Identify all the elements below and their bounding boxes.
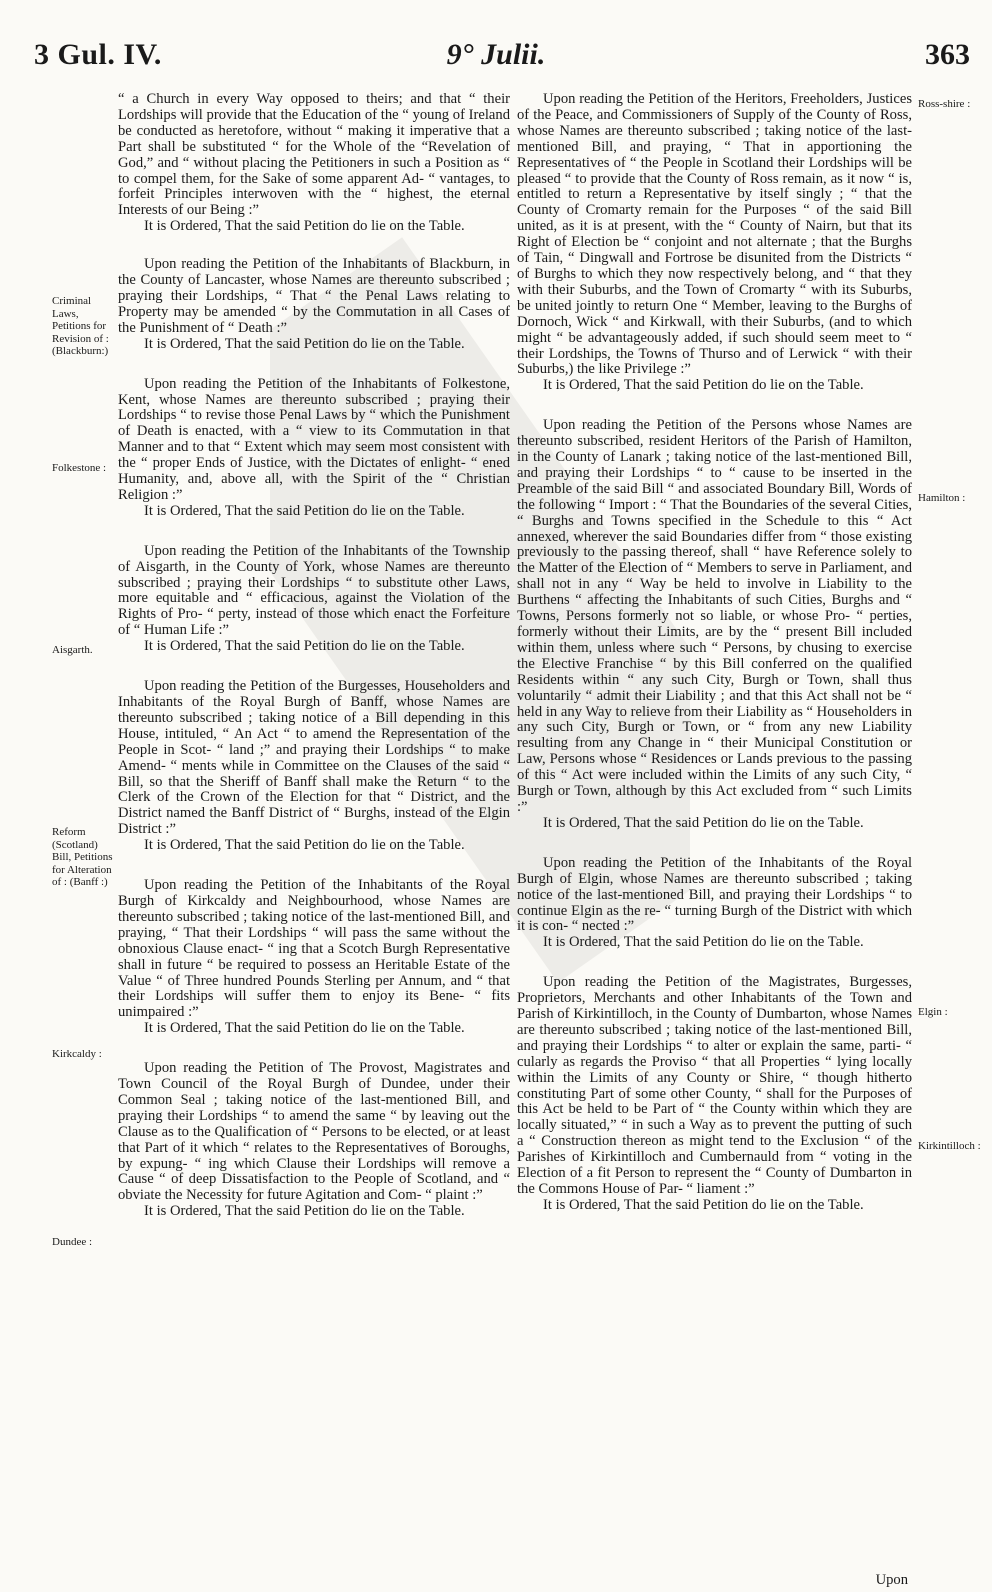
margin-note-folkestone: Folkestone :: [52, 462, 107, 474]
entry-elgin: [517, 856, 912, 951]
entry-aisgarth: [118, 544, 510, 655]
entry-dundee: [118, 1061, 510, 1220]
entry-text: Upon reading the Petition of the Inhabitants of the Township of Aisgarth, in the County of York, whose Names are thereunto subscribed ; praying their Lordships “ to substitute other Laws, more equitable and “ efficacious, against the Violation of the Rights of Pro- “ perty, instead of those which enact the Forfeiture of “ Human Life :”: [118, 542, 510, 639]
entry-ordered: It is Ordered, That the said Petition do lie on the Table.: [144, 335, 465, 352]
entry-ross-shire: [517, 92, 912, 394]
date-heading: 9° Julii.: [446, 38, 546, 71]
entry-ordered: It is Ordered, That the said Petition do lie on the Table.: [144, 1020, 465, 1037]
left-column: [118, 92, 510, 1244]
margin-note-elgin: Elgin :: [918, 1006, 948, 1018]
entry-folkestone: [118, 377, 510, 520]
entry-text: “ a Church in every Way opposed to theirs; and that “ their Lordships will provide that the Education of the “ young of Ireland be conducted as heretofore, without “ making it imperative that a Part shall be substituted “ for the Whole of the “Revelation of God,” and “ without placing the Petitioners in such a Position as “ to compel them, for the Sake of some apparent Ad- “ vantages, to forfeit Principles interwoven with the “ highest, the eternal Interests of our Being :”: [118, 91, 510, 219]
entry-blackburn: [118, 257, 510, 352]
entry-text: Upon reading the Petition of the Inhabitants of Folkestone, Kent, whose Names are thereunto subscribed ; praying their Lordships “ to revise those Penal Laws by “ which the Punishment of Death is enacted, with a “ view to its Commutation in that Manner and to that “ Extent which may seem most consistent with the “ proper Ends of Justice, with the Dictates of enlight- “ ened Humanity, and, above all, with the Spirit of the “ Christian Religion :”: [118, 375, 510, 503]
entry-text: Upon reading the Petition of the Inhabitants of the Royal Burgh of Elgin, whose Names are thereunto subscribed ; taking notice of the last-mentioned Bill, and praying their Lordships “ to continue Elgin as the re- “ turning Burgh of the District with which it is con- “ nected :”: [517, 854, 912, 935]
entry-banff: [118, 679, 510, 854]
margin-note-kirkcaldy: Kirkcaldy :: [52, 1048, 102, 1060]
entry-ordered: It is Ordered, That the said Petition do lie on the Table.: [543, 377, 864, 394]
catchword: Upon: [875, 1572, 908, 1588]
entry-ordered: It is Ordered, That the said Petition do lie on the Table.: [543, 1196, 864, 1213]
entry-ordered: It is Ordered, That the said Petition do lie on the Table.: [144, 837, 465, 854]
entry-text: Upon reading the Petition of the Burgesses, Householders and Inhabitants of the Royal Burgh of Banff, whose Names are thereunto subscribed ; taking notice of a Bill depending in this House, intituled, “ An Act “ to amend the Representation of the People in Scot- “ land ;” and praying their Lordships “ to make Amend- “ ments while in Committee on the Clauses of the said “ Bill, so that the Sheriff of Banff shall make the Return “ to the Clerk of the Crown of the Election for that “ District, and the District named the Banff District of “ Burghs, instead of the Elgin District :”: [118, 678, 510, 838]
entry-text: Upon reading the Petition of the Inhabitants of Blackburn, in the County of Lancaster, whose Names are thereunto subscribed ; praying their Lordships, “ That “ the Penal Laws relating to Property may be amended “ by the Commutation in all Cases of the Punishment of “ Death :”: [118, 256, 510, 336]
entry-ireland-education: [118, 92, 510, 235]
entry-text: Upon reading the Petition of the Inhabitants of the Royal Burgh of Kirkcaldy and Neighbourhood, whose Names are thereunto subscribed ; taking notice of the last-mentioned Bill, and praying, “ That their Lordships “ will pass the same without the obnoxious Clause enact- “ ing that a Scotch Burgh Representative shall in future “ be required to possess an Heritable Estate of the Value “ of Three hundred Pounds Sterling per Annum, and “ that their Lordships will suffer them to enjoy its Bene- “ fits unimpaired :”: [118, 877, 510, 1021]
session-heading: 3 Gul. IV.: [34, 38, 162, 71]
entry-text: Upon reading the Petition of the Magistrates, Burgesses, Proprietors, Merchants and other Inhabitants of the Town and Parish of Kirkintilloch, in the County of Dumbarton, whose Names are thereunto subscribed ; taking notice of the last-mentioned Bill, and praying their Lordships “ to alter or explain the same, parti- “ cularly as regards the Proviso “ that all Properties “ lying locally within the Limits of any County or Shire, “ though hitherto constituting Part of some other County, “ shall for the Purposes of this Act be held to be Part of “ the County within which they are locally situated,” “ in such a Way as to prevent the putting of such a “ Construction thereon as might tend to the Exclusion “ of the Parishes of Kirkintilloch and Cumbernauld from “ voting in the Election of a fit Person to represent the “ County of Dumbarton in the Commons House of Par- “ liament :”: [517, 974, 912, 1197]
margin-note-dundee: Dundee :: [52, 1236, 93, 1248]
entry-hamilton: [517, 418, 912, 832]
margin-note-aisgarth: Aisgarth.: [52, 644, 93, 656]
page-header: [0, 0, 992, 70]
entry-text: Upon reading the Petition of The Provost, Magistrates and Town Council of the Royal Burgh of Dundee, under their Common Seal ; taking notice of the last-mentioned Bill, and praying their Lordships “ to amend the same “ by leaving out the Clause as to the Qualification of “ Persons to be elected, or at least that Part of it which “ relates to the Representatives of Boroughs, by expung- “ ing which Clause their Lordships will remove a Cause “ of deep Dissatisfaction to the People of Scotland, and “ obviate the Necessity for future Agitation and Com- “ plaint :”: [118, 1060, 510, 1204]
margin-note-hamilton: Hamilton :: [918, 492, 966, 504]
right-column: [517, 92, 912, 1238]
entry-kirkcaldy: [118, 878, 510, 1037]
entry-ordered: It is Ordered, That the said Petition do lie on the Table.: [144, 218, 465, 235]
entry-ordered: It is Ordered, That the said Petition do lie on the Table.: [543, 934, 864, 951]
margin-note-ross-shire: Ross-shire :: [918, 98, 971, 110]
entry-kirkintilloch: [517, 975, 912, 1214]
page-number: 363: [925, 38, 970, 71]
entry-text: Upon reading the Petition of the Persons whose Names are thereunto subscribed, resident Heritors of the Parish of Hamilton, in the County of Lanark ; taking notice of the last-mentioned Bill, and praying their Lordships “ to “ cause to be inserted in the Preamble of the said Bill “ and associated Boundary Bill, Words of the following “ Import : “ That the Boundaries of the several Cities, “ Burghs and Towns specified in the Schedule to this “ Act annexed, wherever the said Boundaries differ from “ those existing previously to the passing thereof, shall “ have Reference solely to the Matter of the Election of “ Members to serve in Parliament, and shall not in any “ Way be held to involve in Liability to the Burthens “ affecting the Inhabitants of such Cities, Burghs and “ Towns, Persons formerly not so liable, or whose Pro- “ perties, formerly without their Limits, are by the “ present Bill included within them, unless where such “ Persons, by chusing to exercise the Elective Franchise “ by this Bill conferred on the qualified Residents within “ any such City, Burgh or Town, shall thus voluntarily “ admit their Liability ; and that this Act shall not be “ held in any Way to relieve from their Liability as “ Householders in any such City, Burgh or Town, or “ from any new Liability resulting from any Change in “ their Municipal Constitution or Law, Persons whose “ Residences or Lands previous to the passing of this “ Act were included within the Limits of any such City, “ Burgh or Town, although by this Act excluded from “ such Limits :”: [517, 417, 912, 815]
entry-ordered: It is Ordered, That the said Petition do lie on the Table.: [543, 814, 864, 831]
entry-ordered: It is Ordered, That the said Petition do lie on the Table.: [144, 1203, 465, 1220]
entry-ordered: It is Ordered, That the said Petition do lie on the Table.: [144, 502, 465, 519]
margin-note-banff: Reform (Scotland) Bill, Petitions for Alteration of : (Banff :): [52, 826, 113, 888]
margin-note-blackburn: Criminal Laws, Petitions for Revision of : (Blackburn:): [52, 295, 109, 357]
entry-text: Upon reading the Petition of the Heritors, Freeholders, Justices of the Peace, and Commissioners of Supply of the County of Ross, whose Names are thereunto subscribed ; taking notice of the last-mentioned Bill, and praying, “ That in apportioning the Representatives of “ the People in Scotland their Lordships will be pleased “ to provide that the County of Ross remain, as it now “ is, entitled to return a Representative by itself singly ; “ that the County of Cromarty remain for the Purposes “ of the said Bill united, as it is at present, with the “ County of Nairn, but that its Right of Election be “ conjoint and not alternate ; that the Burghs of Tain, “ Dingwall and Fortrose be disunited from the Districts “ of Burghs to which they now respectively belong, and “ that they with their Suburbs, and the Town of Cromarty “ with its Suburbs, be united jointly to return One “ Member, leaving to the Burghs of Dornoch, Wick “ and Kirkwall, with their Suburbs, (and to which might “ be advantageously added, if such should seem meet to “ their Lordships, the Towns of Thurso and of Lerwick “ with their Suburbs,) the like Privilege :”: [517, 91, 912, 378]
margin-note-kirkintilloch: Kirkintilloch :: [918, 1140, 981, 1152]
entry-ordered: It is Ordered, That the said Petition do lie on the Table.: [144, 638, 465, 655]
